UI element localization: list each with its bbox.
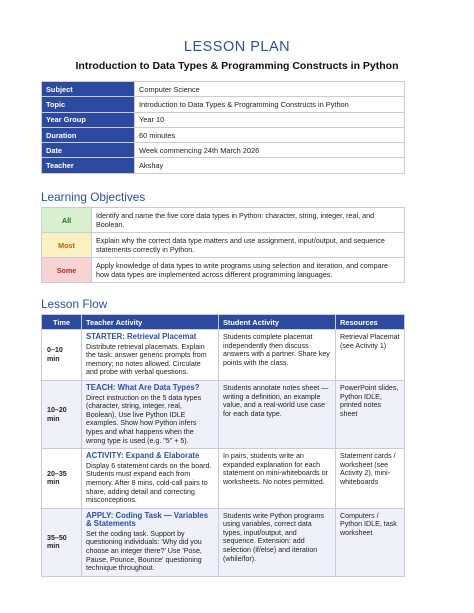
info-value: Akshay xyxy=(135,158,405,173)
activity-title: APPLY: Coding Task — Variables & Statements xyxy=(86,510,209,529)
flow-resources: Retrieval Placemat (see Activity 1) xyxy=(336,330,405,381)
info-row-date xyxy=(42,143,405,158)
info-value: Introduction to Data Types & Programming Constructs in Python xyxy=(135,97,405,112)
activity-description: Direct instruction on the 5 data types (character, string, integer, real, Boolean). Use live Python IDLE examples. Show how Python infers types and what happens when the wrong type is used (e.g. "5" + 5). xyxy=(86,393,202,445)
activity-description: Distribute retrieval placemats. Explain the task: answer generic prompts from memory; no notes allowed. Circulate and probe with verbal questions. xyxy=(86,342,207,377)
objective-text: Explain why the correct data type matters and use assignment, input/output, and sequence statements correctly in Python. xyxy=(92,233,405,258)
flow-student-activity: In pairs, students write an expanded explanation for each statement on mini-whiteboards or worksheets. No notes permitted. xyxy=(219,449,336,509)
flow-header-resources: Resources xyxy=(336,315,405,330)
flow-student-activity: Students complete placemat independently then discuss answers with a partner. Share key points with the class. xyxy=(219,330,336,381)
page-title: LESSON PLAN xyxy=(183,39,291,55)
flow-student-activity: Students annotate notes sheet — writing a definition, an example value, and a real-world use case for each data type. xyxy=(219,380,336,448)
info-row-topic xyxy=(42,97,405,112)
flow-teacher-activity xyxy=(82,330,219,381)
info-key: Duration xyxy=(42,127,135,142)
flow-time: 10–20 min xyxy=(42,380,82,448)
info-row-teacher xyxy=(42,158,405,173)
objective-level-badge: Most xyxy=(42,233,92,258)
activity-title: ACTIVITY: Expand & Elaborate xyxy=(86,451,200,461)
objective-level-badge: Some xyxy=(42,258,92,283)
flow-time: 20–35 min xyxy=(42,449,82,509)
flow-time: 0–10 min xyxy=(42,330,82,381)
objective-row-all xyxy=(42,208,405,233)
objective-text: Identify and name the five core data types in Python: character, string, integer, real, and Boolean. xyxy=(92,208,405,233)
lesson-info-table xyxy=(41,81,405,174)
flow-teacher-activity xyxy=(82,508,219,576)
objectives-table xyxy=(41,207,405,283)
flow-row xyxy=(42,449,405,509)
flow-resources: Statement cards / worksheet (see Activity 2), mini-whiteboards xyxy=(336,449,405,509)
flow-resources: PowerPoint slides, Python IDLE, printed notes sheet xyxy=(336,380,405,448)
flow-resources: Computers / Python IDLE, task worksheet xyxy=(336,508,405,576)
objectives-heading: Learning Objectives xyxy=(41,190,146,204)
info-value: Computer Science xyxy=(135,82,405,97)
info-key: Topic xyxy=(42,97,135,112)
flow-row xyxy=(42,380,405,448)
activity-title: TEACH: What Are Data Types? xyxy=(86,382,200,392)
flow-teacher-activity xyxy=(82,449,219,509)
info-row-year-group xyxy=(42,112,405,127)
activity-title: STARTER: Retrieval Placemat xyxy=(86,332,197,341)
flow-row xyxy=(42,508,405,576)
info-key: Date xyxy=(42,143,135,158)
info-key: Teacher xyxy=(42,158,135,173)
flow-header-student: Student Activity xyxy=(219,315,336,330)
info-value: Year 10 xyxy=(135,112,405,127)
lesson-flow-heading: Lesson Flow xyxy=(41,297,108,311)
flow-header-row xyxy=(42,315,405,330)
objective-row-some xyxy=(42,258,405,283)
objective-level-badge: All xyxy=(42,208,92,233)
info-row-subject xyxy=(42,82,405,97)
page-subtitle: Introduction to Data Types & Programming Constructs in Python xyxy=(75,60,399,72)
info-value: Week commencing 24th March 2026 xyxy=(135,143,405,158)
flow-teacher-activity xyxy=(82,380,219,448)
info-value: 60 minutes xyxy=(135,127,405,142)
flow-time: 35–50 min xyxy=(42,508,82,576)
flow-row xyxy=(42,330,405,381)
flow-header-teacher: Teacher Activity xyxy=(82,315,219,330)
lesson-flow-table xyxy=(41,314,405,577)
info-key: Year Group xyxy=(42,112,135,127)
objective-row-most xyxy=(42,233,405,258)
activity-description: Set the coding task. Support by questioning individuals: 'Why did you choose an integer there?' Use 'Pose, Pause, Pounce, Bounce' questioning technique throughout. xyxy=(86,529,202,573)
info-key: Subject xyxy=(42,82,135,97)
flow-student-activity: Students write Python programs using variables, correct data types, input/output, and sequence. Extension: add selection (if/else) and iteration (while/for). xyxy=(219,508,336,576)
objective-text: Apply knowledge of data types to write programs using selection and iteration, and compare how data types are implemented across different programming languages. xyxy=(92,258,405,283)
flow-header-time: Time xyxy=(42,315,82,330)
activity-description: Display 6 statement cards on the board. Students must expand each from memory. After 8 mins, cold-call pairs to share, adding detail and correcting misconceptions. xyxy=(86,461,212,505)
info-row-duration xyxy=(42,127,405,142)
